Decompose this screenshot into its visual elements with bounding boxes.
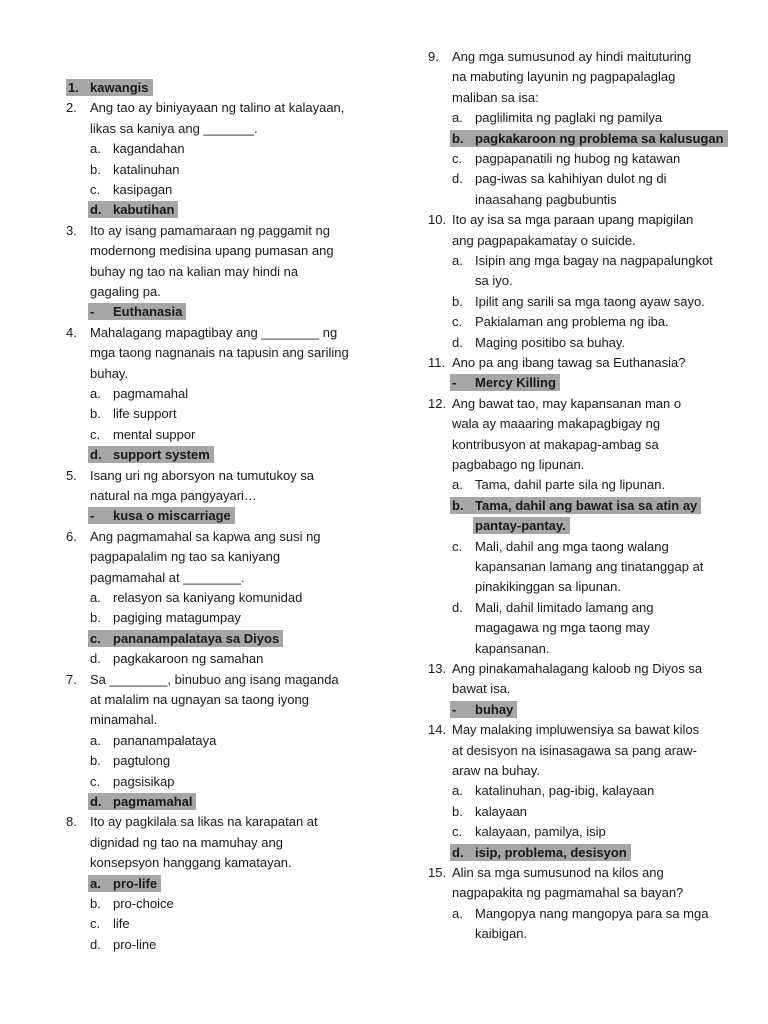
question-number: 3. — [66, 222, 77, 238]
option-letter: c. — [452, 314, 463, 330]
question-text: buhay ng tao na kalian may hindi na — [90, 263, 299, 279]
option-letter: - — [90, 508, 95, 524]
option-text: relasyon sa kaniyang komunidad — [113, 590, 303, 605]
option-text: pagkakaroon ng samahan — [113, 651, 264, 667]
question-text: mga taong nagnanais na tapusin ang sariling — [90, 345, 349, 361]
highlighted-answer — [473, 517, 570, 534]
question-text: Ang mga sumusunod ay hindi maituturing — [452, 49, 692, 64]
option-text: pro-line — [113, 936, 157, 952]
question-text: gagaling pa. — [90, 284, 161, 299]
option-text: kasipagan — [113, 182, 173, 197]
option-letter: a. — [90, 590, 101, 605]
question-text: Ang pagmamahal sa kapwa ang susi ng — [90, 528, 321, 544]
option-letter: d. — [452, 171, 463, 187]
answer-text: pantay-pantay. — [475, 518, 566, 534]
option-text: pagmamahal — [113, 386, 189, 401]
option-letter: d. — [90, 936, 101, 952]
question-text: Ang tao ay biniyayaan ng talino at kalayaan, — [90, 100, 345, 116]
option-text: inaasahang pagbubuntis — [475, 191, 617, 207]
option-text: katalinuhan, pag-ibig, kalayaan — [475, 783, 655, 799]
option-text: kaibigan. — [475, 926, 528, 942]
option-letter: c. — [90, 630, 101, 646]
option-text: kalayaan — [475, 803, 528, 819]
option-text: Mali, dahil ang mga taong walang — [475, 538, 669, 554]
highlighted-answer — [450, 844, 631, 861]
question-text: buhay. — [90, 365, 129, 381]
question-number: 10. — [428, 212, 447, 228]
option-letter: c. — [90, 182, 101, 197]
option-text: life support — [113, 406, 177, 422]
option-letter: c. — [90, 773, 101, 789]
option-letter: d. — [452, 844, 464, 860]
option-text: Maging positibo sa buhay. — [475, 334, 626, 350]
option-letter: a. — [90, 386, 101, 401]
option-letter: a. — [90, 875, 101, 891]
option-text: Ipilit ang sarili sa mga taong ayaw sayo. — [475, 293, 705, 309]
option-letter: d. — [90, 794, 102, 809]
option-letter: c. — [452, 538, 463, 554]
option-text: paglilimita ng paglaki ng pamilya — [475, 110, 663, 126]
answer-text: buhay — [475, 701, 514, 717]
question-number: 6. — [66, 528, 77, 544]
question-text: Sa ________, binubuo ang isang maganda — [90, 671, 339, 687]
option-letter: a. — [452, 905, 463, 921]
answer-text: isip, problema, desisyon — [475, 844, 627, 860]
question-number: 1. — [68, 80, 79, 95]
option-letter: a. — [452, 477, 463, 493]
option-letter: b. — [90, 406, 101, 422]
highlighted-answer — [450, 374, 560, 391]
question-text: ang pagpapakamatay o suicide. — [452, 232, 636, 248]
highlighted-answer — [88, 446, 214, 463]
option-letter: d. — [452, 334, 463, 350]
answer-text: support system — [113, 447, 210, 463]
question-text: pagpapalalim ng tao sa kaniyang — [90, 549, 281, 565]
question-text: at desisyon na isinasagawa sa pang araw- — [452, 742, 697, 758]
option-letter: b. — [90, 753, 101, 769]
answer-text: kawangis — [90, 80, 149, 95]
question-number: 11. — [428, 355, 446, 370]
question-text: Ito ay pagkilala sa likas na karapatan at — [90, 814, 318, 830]
highlighted-answer — [450, 130, 728, 147]
option-text: pagpapanatili ng hubog ng katawan — [475, 151, 681, 166]
highlighted-answer — [88, 875, 161, 892]
option-text: pagiging matagumpay — [113, 610, 241, 626]
highlighted-answer — [450, 497, 701, 514]
option-text: kagandahan — [113, 141, 185, 157]
option-letter: a. — [90, 732, 101, 748]
question-text: Ang pinakamahalagang kaloob ng Diyos sa — [452, 661, 703, 676]
question-text: maliban sa isa: — [452, 89, 539, 105]
answer-text: Euthanasia — [113, 304, 183, 320]
option-letter: b. — [452, 293, 463, 309]
question-text: Alin sa mga sumusunod na kilos ang — [452, 865, 664, 880]
option-letter: d. — [452, 599, 463, 615]
option-text: sa iyo. — [475, 273, 513, 289]
option-letter: b. — [452, 497, 464, 513]
option-text: katalinuhan — [113, 161, 180, 177]
option-text: pananampalataya — [113, 732, 217, 748]
question-number: 5. — [66, 467, 77, 483]
option-letter: b. — [452, 130, 464, 146]
question-number: 4. — [66, 324, 77, 340]
highlighted-answer — [88, 507, 235, 524]
answer-text: pagmamahal — [113, 794, 193, 809]
option-letter: b. — [452, 803, 463, 819]
question-number: 14. — [428, 722, 447, 738]
option-text: Pakialaman ang problema ng iba. — [475, 314, 669, 330]
question-text: Ito ay isa sa mga paraan upang mapigilan — [452, 212, 694, 228]
answer-text: pananampalataya sa Diyos — [113, 630, 280, 646]
option-text: pag-iwas sa kahihiyan dulot ng di — [475, 171, 667, 187]
question-text: at malalim na ugnayan sa taong iyong — [90, 692, 309, 707]
option-text: Mali, dahil limitado lamang ang — [475, 599, 654, 615]
question-number: 15. — [428, 865, 447, 880]
option-letter: d. — [90, 651, 101, 667]
option-letter: b. — [90, 896, 101, 911]
answer-text: kabutihan — [113, 202, 175, 218]
question-text: bawat isa. — [452, 681, 511, 697]
option-letter: - — [90, 304, 95, 320]
question-text: May malaking impluwensiya sa bawat kilos — [452, 722, 700, 738]
highlighted-answer — [88, 303, 186, 320]
question-text: Ano pa ang ibang tawag sa Euthanasia? — [452, 355, 686, 370]
option-text: pinakikinggan sa lipunan. — [475, 579, 621, 595]
question-text: na mabuting layunin ng pagpapalaglag — [452, 69, 676, 85]
question-text: likas sa kaniya ang _______. — [90, 120, 258, 136]
highlighted-answer — [88, 201, 178, 218]
option-letter: c. — [90, 916, 101, 932]
question-text: pagbabago ng lipunan. — [452, 457, 585, 472]
question-text: minamahal. — [90, 712, 158, 728]
question-text: Ito ay isang pamamaraan ng paggamit ng — [90, 222, 330, 238]
option-letter: - — [452, 375, 457, 391]
option-letter: c. — [452, 824, 463, 840]
question-text: konsepsyon hanggang kamatayan. — [90, 855, 292, 871]
question-text: pagmamahal at ________. — [90, 569, 245, 585]
answer-text: Mercy Killing — [475, 375, 556, 391]
answer-text: pro-life — [113, 875, 158, 891]
option-letter: a. — [452, 110, 463, 126]
question-text: Isang uri ng aborsyon na tumutukoy sa — [90, 467, 315, 483]
question-text: kontribusyon at makapag-ambag sa — [452, 436, 659, 452]
option-text: Mangopya nang mangopya para sa mga — [475, 905, 709, 921]
option-letter: d. — [90, 202, 102, 218]
highlighted-answer — [66, 79, 153, 96]
option-letter: c. — [90, 426, 101, 442]
answer-text: Tama, dahil ang bawat isa sa atin ay — [475, 497, 698, 513]
option-text: magagawa ng mga taong may — [475, 620, 650, 636]
option-letter: a. — [452, 253, 463, 268]
answer-text: pagkakaroon ng problema sa kalusugan — [475, 130, 724, 146]
option-text: pagtulong — [113, 753, 171, 769]
option-text: Tama, dahil parte sila ng lipunan. — [475, 477, 666, 493]
option-letter: - — [452, 701, 457, 717]
highlighted-answer — [450, 701, 517, 718]
option-text: Isipin ang mga bagay na nagpapalungkot — [475, 253, 713, 268]
question-text: Ang bawat tao, may kapansanan man o — [452, 395, 682, 411]
question-number: 13. — [428, 661, 447, 676]
question-text: Mahalagang mapagtibay ang ________ ng — [90, 324, 338, 340]
highlighted-answer — [88, 630, 283, 647]
option-text: mental suppor — [113, 426, 196, 442]
question-text: araw na buhay. — [452, 763, 540, 778]
option-text: pagsisikap — [113, 773, 175, 789]
question-text: dignidad ng tao na mamuhay ang — [90, 834, 283, 850]
option-letter: a. — [90, 141, 101, 157]
option-text: pro-choice — [113, 896, 174, 911]
option-text: life — [113, 916, 130, 932]
option-letter: c. — [452, 151, 463, 166]
question-number: 7. — [66, 671, 77, 687]
question-number: 8. — [66, 814, 77, 830]
question-number: 2. — [66, 100, 77, 116]
question-text: natural na mga pangyayari… — [90, 488, 257, 503]
option-letter: d. — [90, 447, 102, 463]
option-letter: a. — [452, 783, 463, 799]
answer-text: kusa o miscarriage — [113, 508, 231, 524]
option-letter: b. — [90, 610, 101, 626]
question-number: 12. — [428, 395, 447, 411]
question-text: nagpapakita ng pagmamahal sa bayan? — [452, 885, 684, 901]
option-letter: b. — [90, 161, 101, 177]
option-text: kapansanan lamang ang tinatanggap at — [475, 559, 704, 574]
highlighted-answer — [88, 793, 196, 810]
option-text: kapansanan. — [475, 640, 550, 656]
question-number: 9. — [428, 49, 439, 64]
option-text: kalayaan, pamilya, isip — [475, 824, 606, 840]
question-text: wala ay maaaring makapagbigay ng — [452, 416, 661, 432]
question-text: modernong medisina upang pumasan ang — [90, 243, 334, 259]
